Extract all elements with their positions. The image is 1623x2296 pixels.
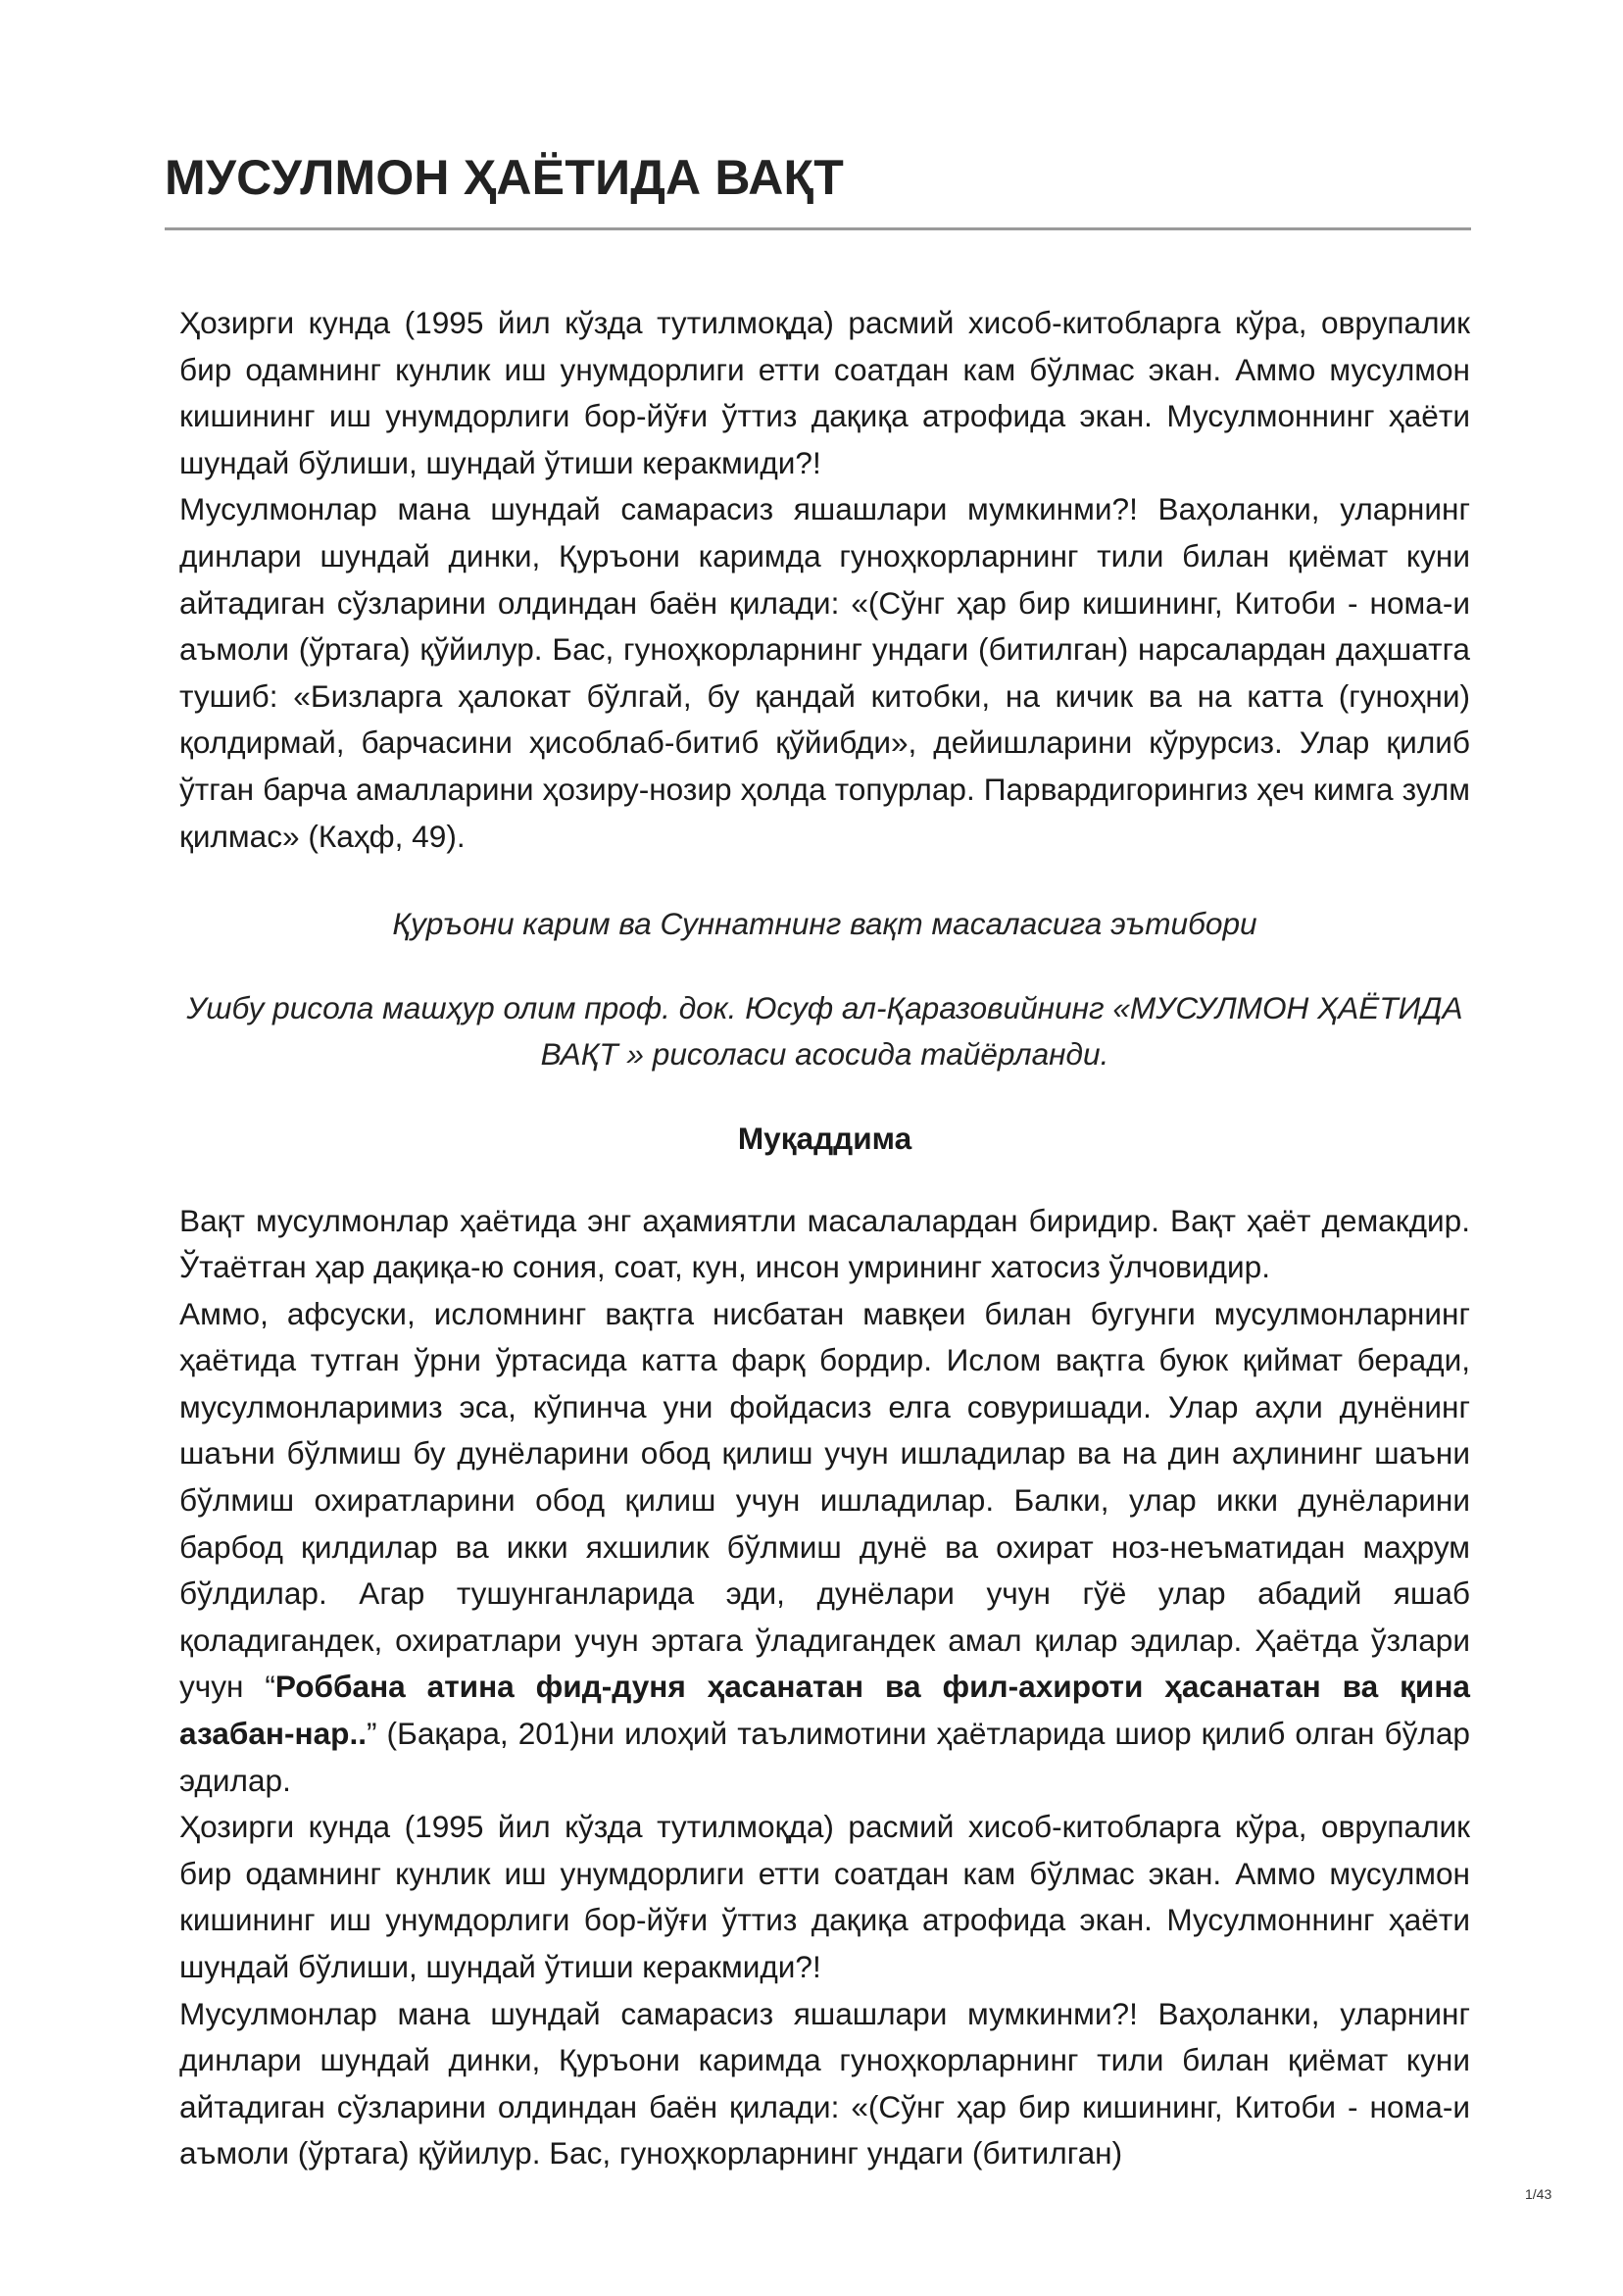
section-heading: Муқаддима <box>737 1120 912 1156</box>
quoted-prayer: Роббана атина фид-дуня ҳасанатан ва фил-ахироти ҳасанатан ва қина азабан-нар.. <box>179 1669 1470 1752</box>
body-paragraph-2-text: Аммо, афсуски, исломнинг вақтга нисбатан мавқеи билан бугунги мусулмонларнинг ҳаётида тутган ўрни ўртасида катта фарқ бордир. Ислом вақтга буюк қиймат беради, мусулмонларимиз эса, кўпинча уни фойдасиз елга совуришади. Улар аҳли дунёнинг шаъни бўлмиш бу дунёларини обод қилиш учун ишладилар ва на дин аҳлининг шаъни бўлмиш охиратларини обод қилиш учун ишладилар. Балки, улар икки дунёларини барбод қилдилар ва икки яхшилик бўлмиш дунё ва охират ноз-неъматидан маҳрум бўлдилар. Агар тушунганларида эди, дунёлари учун гўё улар абадий яшаб қоладигандек, охиратлари учун эртага ўладигандек амал қилар эдилар. Ҳаётда ўзлари учун “ <box>179 1295 1470 1705</box>
intro-paragraph-2: Мусулмонлар мана шундай самарасиз яшашлари мумкинми?! Ваҳоланки, уларнинг динлари шундай динки, Қуръони каримда гуноҳкорларнинг тили билан қиёмат куни айтадиган сўзларини олдиндан баён қилади: «(Сўнг ҳар бир кишининг, Китоби - нома-и аъмоли (ўртага) қўйилур. Бас, гуноҳкорларнинг ундаги (битилган) нарсалардан даҳшатга тушиб: «Бизларга ҳалокат бўлгай, бу қандай китобки, на кичик ва на катта (гуноҳни) қолдирмай, барчасини ҳисоблаб-битиб қўйибди», дейишларини кўрурсиз. Улар қилиб ўтган барча амалларини ҳозиру-нозир ҳолда топурлар. Парвардигорингиз ҳеч кимга зулм қилмас» (Каҳф, 49). <box>179 491 1470 854</box>
body-paragraph-1: Вақт мусулмонлар ҳаётида энг аҳамиятли масалалардан биридир. Вақт ҳаёт демакдир. Ўтаётган ҳар дақиқа-ю сония, соат, кун, инсон умрининг хатосиз ўлчовидир. <box>179 1202 1470 1285</box>
document-body <box>179 300 1470 2177</box>
body-paragraph-2-tail: ” (Бақара, 201)ни илоҳий таълимотини ҳаётларида шиор қилиб олган бўлар эдилар. <box>179 1716 1470 1798</box>
title-divider <box>165 227 1471 230</box>
body-paragraph-2 <box>179 1291 1470 1805</box>
body-paragraph-4: Мусулмонлар мана шундай самарасиз яшашлари мумкинми?! Ваҳоланки, уларнинг динлари шундай динки, Қуръони каримда гуноҳкорларнинг тили билан қиёмат куни айтадиган сўзларини олдиндан баён қилади: «(Сўнг ҳар бир кишининг, Китоби - нома-и аъмоли (ўртага) қўйилур. Бас, гуноҳкорларнинг ундаги (битилган) <box>179 1995 1470 2171</box>
subtitle-quran-sunnah: Қуръони карим ва Суннатнинг вақт масаласига эътибори <box>392 906 1257 942</box>
intro-paragraph-1: Ҳозирги кунда (1995 йил кўзда тутилмоқда) расмий хисоб-китобларга кўра, оврупалик бир одамнинг кунлик иш унумдорлиги етти соатдан кам бўлмас экан. Аммо мусулмон кишининг иш унумдорлиги бор-йўғи ўттиз дақиқа атрофида экан. Мусулмоннинг ҳаёти шундай бўлиши, шундай ўтиши керакмиди?! <box>179 305 1470 480</box>
page-title: МУСУЛМОН ҲАЁТИДА ВАҚТ <box>165 150 845 205</box>
subtitle-source-note: Ушбу рисола машҳур олим проф. док. Юсуф ал-Қаразовийнинг «МУСУЛМОН ҲАЁТИДА ВАҚТ » рисоласи асосида тайёрланди. <box>186 989 1463 1073</box>
page-number: 1/43 <box>1525 2186 1552 2202</box>
body-paragraph-3: Ҳозирги кунда (1995 йил кўзда тутилмоқда) расмий хисоб-китобларга кўра, оврупалик бир одамнинг кунлик иш унумдорлиги етти соатдан кам бўлмас экан. Аммо мусулмон кишининг иш унумдорлиги бор-йўғи ўттиз дақиқа атрофида экан. Мусулмоннинг ҳаёти шундай бўлиши, шундай ўтиши керакмиди?! <box>179 1809 1470 1984</box>
